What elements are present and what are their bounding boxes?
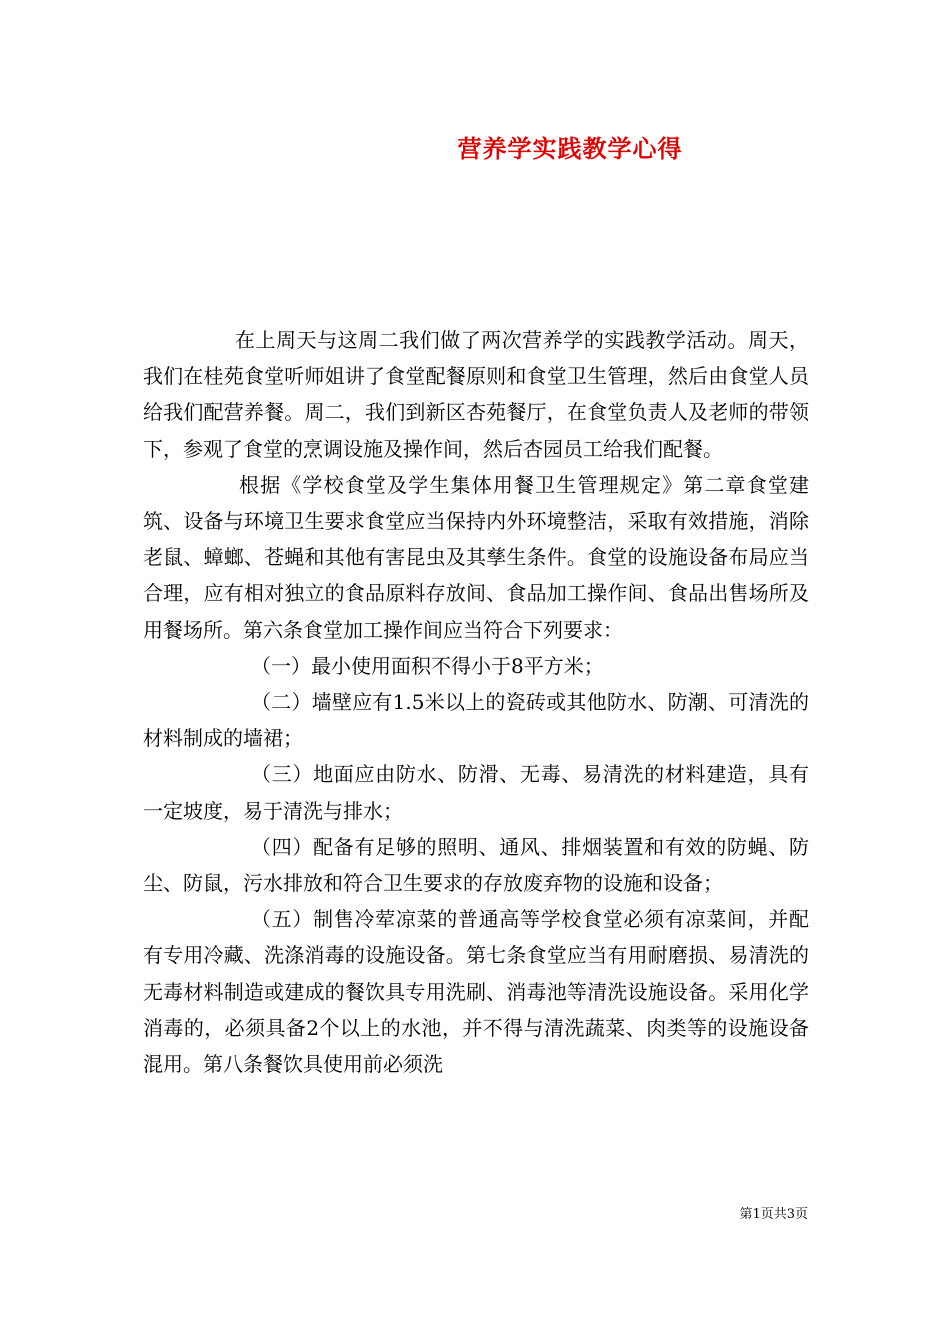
list-item-2: （二）墙壁应有1.5米以上的瓷砖或其他防水、防潮、可清洗的材料制成的墙裙； bbox=[143, 690, 809, 751]
list-item-3: （三）地面应由防水、防滑、无毒、易清洗的材料建造，具有一定坡度，易于清洗与排水； bbox=[143, 762, 809, 823]
paragraph-intro: 在上周天与这周二我们做了两次营养学的实践教学活动。周天，我们在桂苑食堂听师姐讲了食堂配餐原则和食堂卫生管理，然后由食堂人员给我们配营养餐。周二，我们到新区杏苑餐厅，在食堂负责人及老师的带领下，参观了食堂的烹调设施及操作间，然后杏园员工给我们配餐。 bbox=[143, 328, 809, 461]
document-title: 营养学实践教学心得 bbox=[457, 134, 683, 163]
page-number: 第1页共3页 bbox=[739, 1207, 808, 1222]
list-item-1: （一）最小使用面积不得小于8平方米； bbox=[251, 653, 604, 678]
paragraph-regulation: 根据《学校食堂及学生集体用餐卫生管理规定》第二章食堂建筑、设备与环境卫生要求食堂应当保持内外环境整洁，采取有效措施，消除老鼠、蟑螂、苍蝇和其他有害昆虫及其孳生条件。食堂的设施设备布局应当合理，应有相对独立的食品原料存放间、食品加工操作间、食品出售场所及用餐场所。第六条食堂加工操作间应当符合下列要求： bbox=[143, 472, 809, 642]
document-body bbox=[143, 322, 809, 1082]
list-item-5: （五）制售冷荤凉菜的普通高等学校食堂必须有凉菜间，并配有专用冷藏、洗涤消毒的设施设备。第七条食堂应当有用耐磨损、易清洗的无毒材料制造或建成的餐饮具专用洗刷、消毒池等清洗设施设备。采用化学消毒的，必须具备2个以上的水池，并不得与清洗蔬菜、肉类等的设施设备混用。第八条餐饮具使用前必须洗 bbox=[143, 907, 809, 1077]
list-item-4: （四）配备有足够的照明、通风、排烟装置和有效的防蝇、防尘、防鼠，污水排放和符合卫生要求的存放废弃物的设施和设备； bbox=[143, 834, 809, 896]
